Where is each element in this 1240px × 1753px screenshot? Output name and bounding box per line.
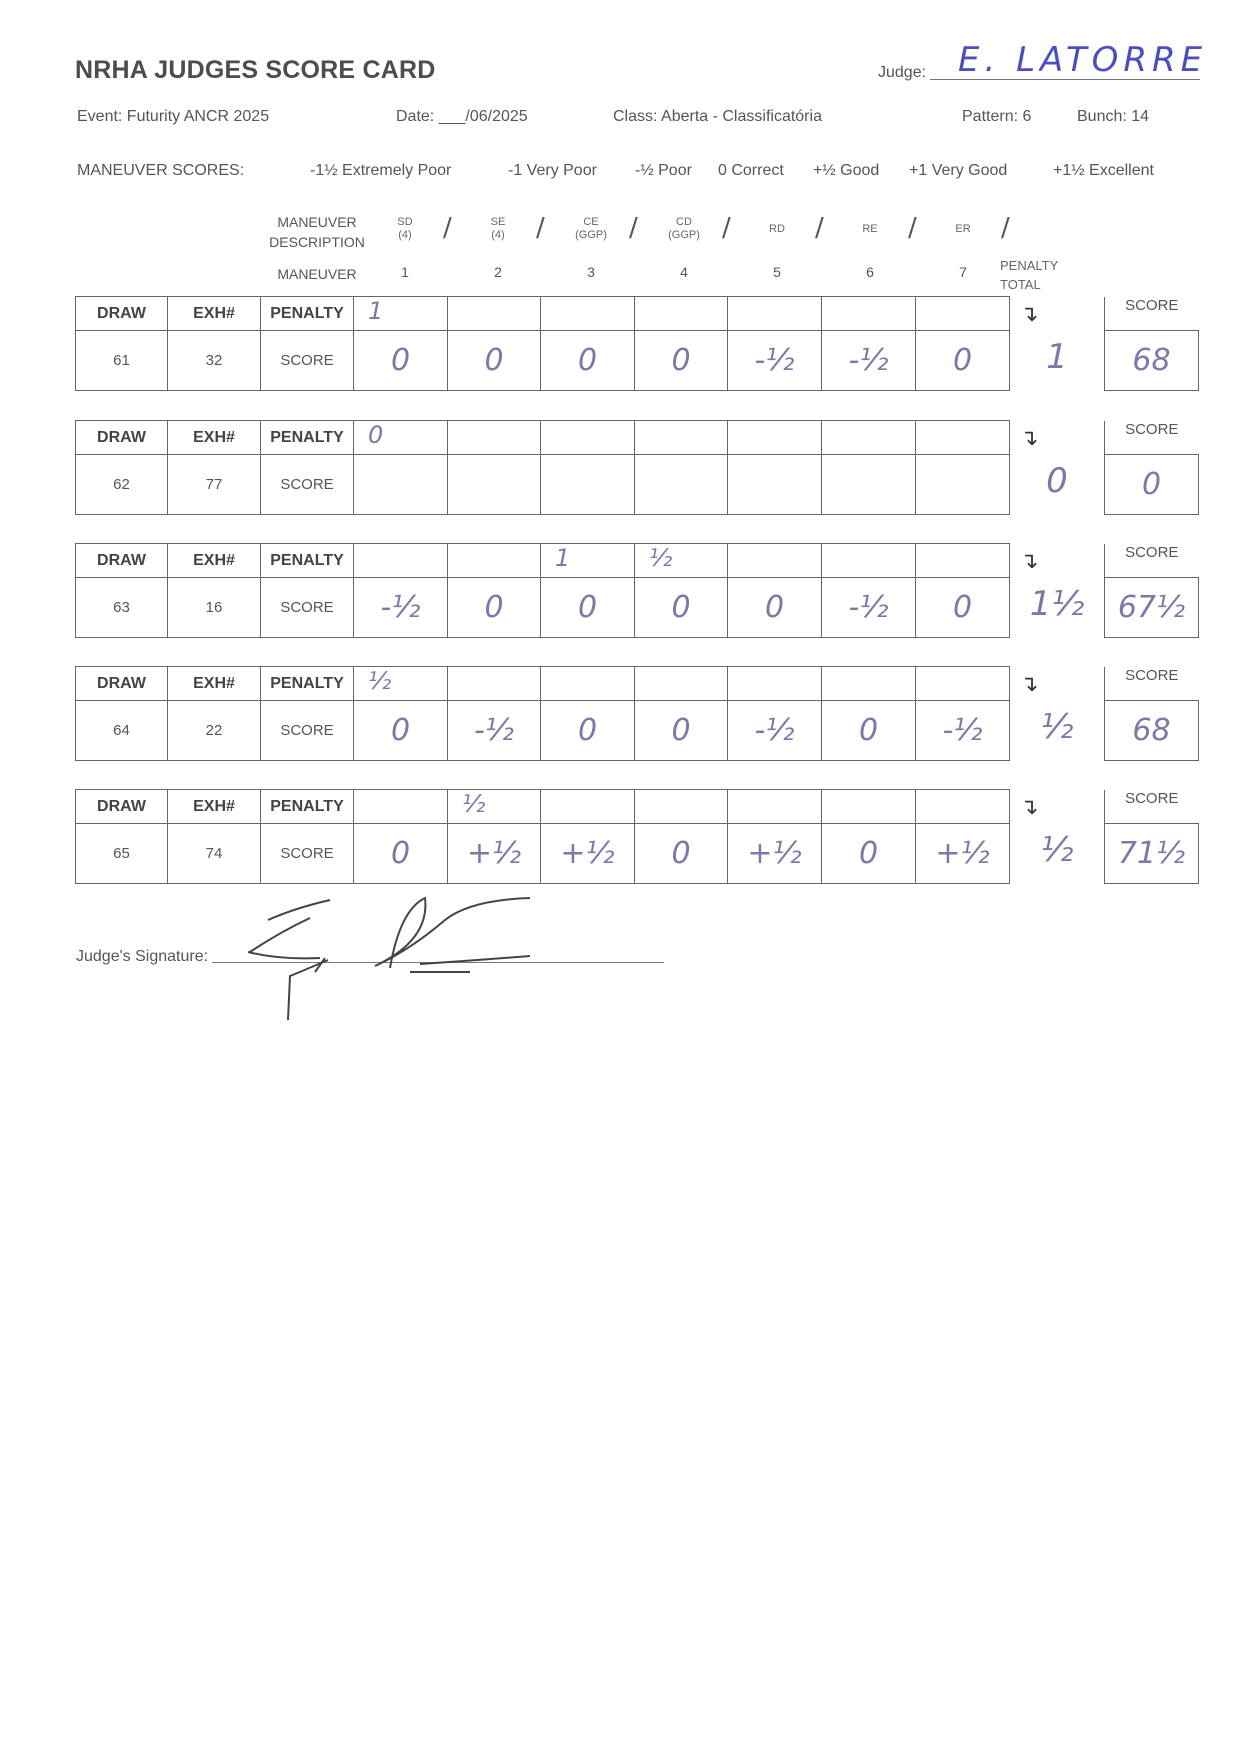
scale-correct: 0 Correct — [718, 162, 784, 179]
score-header: SCORE — [1125, 666, 1179, 684]
down-arrow-icon: ↴ — [1020, 300, 1039, 326]
maneuver-score-value: 0 — [577, 590, 598, 625]
judge-label: Judge: — [878, 64, 927, 81]
maneuver-score-cell-4[interactable] — [635, 824, 728, 884]
score-row-label: SCORE — [261, 455, 354, 515]
exh-value: 16 — [168, 578, 261, 638]
exh-header: EXH# — [168, 544, 261, 578]
maneuver-score-value: 0 — [390, 836, 411, 871]
down-arrow-icon: ↴ — [1020, 547, 1039, 573]
maneuver-score-value: 0 — [484, 343, 504, 378]
scale-very-good: +1 Very Good — [909, 162, 1008, 179]
penalty-cell-4[interactable] — [635, 790, 728, 824]
maneuver-code-2: SE (4) — [490, 216, 506, 241]
penalty-cell-6[interactable] — [822, 544, 916, 578]
maneuver-score-value: +½ — [935, 836, 990, 871]
scale-poor: -½ Poor — [635, 162, 692, 179]
penalty-cell-3[interactable] — [541, 667, 635, 701]
entry-block-64 — [75, 666, 1199, 761]
maneuver-description-label: MANEUVER DESCRIPTION — [269, 214, 365, 250]
penalty-header: PENALTY — [261, 790, 354, 824]
maneuver-score-value: 0 — [390, 343, 411, 378]
penalty-cell-4[interactable] — [635, 544, 728, 578]
draw-header: DRAW — [76, 544, 168, 578]
maneuver-score-value: 0 — [952, 590, 973, 625]
maneuver-score-cell-7[interactable] — [916, 701, 1010, 761]
scale-very-poor: -1 Very Poor — [508, 162, 597, 179]
penalty-cell-1[interactable] — [354, 297, 448, 331]
exh-value: 77 — [168, 455, 261, 515]
final-score-cell[interactable] — [1105, 578, 1199, 638]
entry-block-62 — [75, 420, 1199, 515]
maneuver-score-value: -½ — [754, 343, 795, 378]
maneuver-score-cell-5[interactable] — [728, 578, 822, 638]
maneuver-separator: / — [815, 213, 824, 243]
final-score-cell[interactable] — [1105, 824, 1199, 884]
down-arrow-icon: ↴ — [1020, 793, 1039, 819]
penalty-value: ½ — [368, 667, 392, 695]
draw-value: 62 — [76, 455, 168, 515]
penalty-cell-7[interactable] — [916, 790, 1010, 824]
maneuver-score-cell-2[interactable] — [448, 578, 541, 638]
maneuver-number-2: 2 — [494, 264, 502, 280]
maneuver-score-value: 0 — [671, 713, 691, 748]
maneuver-score-cell-7[interactable] — [916, 824, 1010, 884]
score-header: SCORE — [1125, 296, 1179, 314]
penalty-header: PENALTY — [261, 297, 354, 331]
score-row-label: SCORE — [261, 701, 354, 761]
maneuver-score-value: 0 — [671, 836, 691, 871]
penalty-total-cell[interactable] — [1010, 667, 1105, 761]
judge-name: E. LATORRE — [958, 40, 1208, 80]
draw-header: DRAW — [76, 297, 168, 331]
exh-header: EXH# — [168, 421, 261, 455]
penalty-total-cell[interactable] — [1010, 544, 1105, 638]
class-info: Class: Aberta - Classificatória — [613, 108, 822, 125]
maneuver-score-value: -½ — [942, 713, 983, 748]
penalty-cell-1[interactable] — [354, 667, 448, 701]
final-score-cell[interactable] — [1105, 455, 1199, 515]
final-score-value: 0 — [1141, 467, 1162, 502]
penalty-cell-1[interactable] — [354, 544, 448, 578]
down-arrow-icon: ↴ — [1020, 670, 1039, 696]
penalty-cell-6[interactable] — [822, 667, 916, 701]
penalty-total-cell[interactable] — [1010, 790, 1105, 884]
maneuver-score-value: -½ — [848, 590, 889, 625]
score-row-label: SCORE — [261, 331, 354, 391]
penalty-total-label: PENALTY TOTAL — [1000, 258, 1059, 292]
penalty-total-value: ½ — [1040, 706, 1074, 747]
final-score-value: 67½ — [1117, 590, 1186, 625]
score-row-label: SCORE — [261, 578, 354, 638]
maneuver-separator: / — [536, 213, 545, 243]
maneuver-separator: / — [1001, 213, 1010, 243]
draw-value: 61 — [76, 331, 168, 391]
penalty-cell-5[interactable] — [728, 667, 822, 701]
maneuver-score-cell-7[interactable] — [916, 455, 1010, 515]
maneuver-number-label: MANEUVER — [277, 266, 357, 282]
bunch-info: Bunch: 14 — [1077, 108, 1150, 125]
draw-value: 65 — [76, 824, 168, 884]
maneuver-number-6: 6 — [866, 264, 874, 280]
penalty-header: PENALTY — [261, 544, 354, 578]
penalty-header: PENALTY — [261, 421, 354, 455]
maneuver-score-cell-1[interactable] — [354, 824, 448, 884]
score-header: SCORE — [1125, 543, 1179, 561]
maneuver-score-cell-1[interactable] — [354, 455, 448, 515]
maneuver-score-cell-2[interactable] — [448, 824, 541, 884]
penalty-cell-2[interactable] — [448, 667, 541, 701]
exh-header: EXH# — [168, 667, 261, 701]
penalty-cell-5[interactable] — [728, 421, 822, 455]
maneuver-score-cell-1[interactable] — [354, 331, 448, 391]
final-score-value: 68 — [1132, 343, 1171, 378]
penalty-total-value: 0 — [1046, 460, 1068, 501]
maneuver-score-cell-3[interactable] — [541, 455, 635, 515]
penalty-total-cell[interactable] — [1010, 297, 1105, 391]
maneuver-separator: / — [443, 213, 452, 243]
penalty-total-value: 1 — [1046, 336, 1068, 377]
maneuver-number-1: 1 — [401, 264, 409, 280]
maneuver-score-cell-6[interactable] — [822, 701, 916, 761]
maneuver-code-1: SD (4) — [397, 216, 413, 241]
penalty-cell-6[interactable] — [822, 297, 916, 331]
maneuver-score-value: -½ — [754, 713, 795, 748]
maneuver-score-cell-7[interactable] — [916, 578, 1010, 638]
maneuver-code-4: CD (GGP) — [668, 216, 700, 241]
down-arrow-icon: ↴ — [1020, 424, 1039, 450]
maneuver-score-value: 0 — [484, 590, 504, 625]
pattern-info: Pattern: 6 — [962, 108, 1032, 125]
penalty-total-value: 1½ — [1029, 583, 1085, 624]
penalty-value: 1 — [555, 544, 571, 572]
scale-extremely-poor: -1½ Extremely Poor — [310, 162, 452, 179]
penalty-cell-1[interactable] — [354, 421, 448, 455]
maneuver-score-value: 0 — [858, 836, 879, 871]
maneuver-separator: / — [722, 213, 731, 243]
draw-header: DRAW — [76, 421, 168, 455]
date-info: Date: ___/06/2025 — [396, 108, 528, 125]
score-header: SCORE — [1125, 420, 1179, 438]
penalty-cell-7[interactable] — [916, 297, 1010, 331]
maneuver-code-7: ER — [955, 223, 971, 235]
maneuver-score-cell-2[interactable] — [448, 331, 541, 391]
score-header: SCORE — [1125, 789, 1179, 807]
maneuver-score-cell-5[interactable] — [728, 824, 822, 884]
maneuver-score-cell-3[interactable] — [541, 578, 635, 638]
penalty-cell-3[interactable] — [541, 297, 635, 331]
scale-good: +½ Good — [813, 162, 880, 179]
maneuver-separator: / — [908, 213, 917, 243]
maneuver-score-cell-5[interactable] — [728, 455, 822, 515]
maneuver-score-value: +½ — [560, 836, 615, 871]
maneuver-score-cell-1[interactable] — [354, 578, 448, 638]
maneuver-score-cell-1[interactable] — [354, 701, 448, 761]
penalty-cell-3[interactable] — [541, 421, 635, 455]
maneuver-number-3: 3 — [587, 264, 595, 280]
final-score-cell[interactable] — [1105, 331, 1199, 391]
draw-value: 63 — [76, 578, 168, 638]
penalty-total-value: ½ — [1040, 829, 1074, 870]
maneuver-score-cell-6[interactable] — [822, 455, 916, 515]
maneuver-score-cell-6[interactable] — [822, 331, 916, 391]
maneuver-score-cell-3[interactable] — [541, 701, 635, 761]
maneuver-score-cell-2[interactable] — [448, 455, 541, 515]
entry-block-61 — [75, 296, 1199, 391]
maneuver-score-cell-5[interactable] — [728, 701, 822, 761]
maneuver-score-cell-4[interactable] — [635, 331, 728, 391]
maneuver-score-cell-4[interactable] — [635, 455, 728, 515]
maneuver-score-cell-5[interactable] — [728, 331, 822, 391]
penalty-cell-5[interactable] — [728, 790, 822, 824]
penalty-cell-6[interactable] — [822, 790, 916, 824]
penalty-value: 0 — [368, 421, 384, 449]
penalty-cell-3[interactable] — [541, 790, 635, 824]
maneuver-number-5: 5 — [773, 264, 781, 280]
maneuver-score-cell-4[interactable] — [635, 701, 728, 761]
penalty-cell-7[interactable] — [916, 544, 1010, 578]
maneuver-number-7: 7 — [959, 264, 967, 280]
event-info: Event: Futurity ANCR 2025 — [77, 108, 270, 125]
maneuver-score-value: 0 — [671, 590, 691, 625]
maneuver-score-value: 0 — [858, 713, 879, 748]
maneuver-score-value: -½ — [474, 713, 514, 748]
penalty-cell-4[interactable] — [635, 297, 728, 331]
maneuver-score-value: 0 — [764, 590, 785, 625]
penalty-total-cell[interactable] — [1010, 421, 1105, 515]
maneuver-score-value: 0 — [577, 343, 598, 378]
exh-value: 22 — [168, 701, 261, 761]
maneuver-score-value: 0 — [671, 343, 691, 378]
judge-signature — [240, 880, 540, 1020]
maneuver-score-cell-6[interactable] — [822, 824, 916, 884]
entry-block-63 — [75, 543, 1199, 638]
penalty-cell-4[interactable] — [635, 421, 728, 455]
penalty-cell-1[interactable] — [354, 790, 448, 824]
maneuver-score-value: 0 — [390, 713, 411, 748]
maneuver-scores-label: MANEUVER SCORES: — [77, 162, 245, 179]
penalty-cell-2[interactable] — [448, 421, 541, 455]
signature-label: Judge's Signature: — [76, 948, 209, 965]
penalty-cell-5[interactable] — [728, 544, 822, 578]
penalty-cell-3[interactable] — [541, 544, 635, 578]
penalty-cell-6[interactable] — [822, 421, 916, 455]
penalty-cell-5[interactable] — [728, 297, 822, 331]
penalty-cell-7[interactable] — [916, 667, 1010, 701]
maneuver-score-value: -½ — [380, 590, 421, 625]
final-score-cell[interactable] — [1105, 701, 1199, 761]
score-row-label: SCORE — [261, 824, 354, 884]
maneuver-score-cell-3[interactable] — [541, 824, 635, 884]
exh-header: EXH# — [168, 790, 261, 824]
maneuver-number-4: 4 — [680, 264, 688, 280]
page-title: NRHA JUDGES SCORE CARD — [75, 56, 436, 84]
maneuver-score-value: +½ — [466, 836, 522, 871]
draw-header: DRAW — [76, 790, 168, 824]
maneuver-score-value: 0 — [952, 343, 973, 378]
penalty-value: ½ — [462, 790, 486, 818]
maneuver-code-5: RD — [769, 223, 785, 235]
entry-block-65 — [75, 789, 1199, 884]
penalty-value: 1 — [368, 297, 384, 325]
maneuver-separator: / — [629, 213, 638, 243]
penalty-cell-2[interactable] — [448, 544, 541, 578]
maneuver-score-cell-7[interactable] — [916, 331, 1010, 391]
maneuver-score-cell-2[interactable] — [448, 701, 541, 761]
final-score-value: 71½ — [1117, 836, 1186, 871]
penalty-cell-2[interactable] — [448, 790, 541, 824]
exh-value: 74 — [168, 824, 261, 884]
exh-value: 32 — [168, 331, 261, 391]
penalty-header: PENALTY — [261, 667, 354, 701]
draw-header: DRAW — [76, 667, 168, 701]
penalty-cell-7[interactable] — [916, 421, 1010, 455]
maneuver-score-cell-3[interactable] — [541, 331, 635, 391]
maneuver-score-value: -½ — [848, 343, 889, 378]
maneuver-code-6: RE — [862, 223, 878, 235]
maneuver-score-cell-4[interactable] — [635, 578, 728, 638]
scale-excellent: +1½ Excellent — [1053, 162, 1154, 179]
exh-header: EXH# — [168, 297, 261, 331]
final-score-value: 68 — [1132, 713, 1171, 748]
maneuver-score-cell-6[interactable] — [822, 578, 916, 638]
maneuver-score-value: 0 — [577, 713, 598, 748]
penalty-cell-2[interactable] — [448, 297, 541, 331]
penalty-value: ½ — [649, 544, 673, 572]
penalty-cell-4[interactable] — [635, 667, 728, 701]
draw-value: 64 — [76, 701, 168, 761]
maneuver-score-value: +½ — [747, 836, 802, 871]
maneuver-code-3: CE (GGP) — [575, 216, 607, 241]
